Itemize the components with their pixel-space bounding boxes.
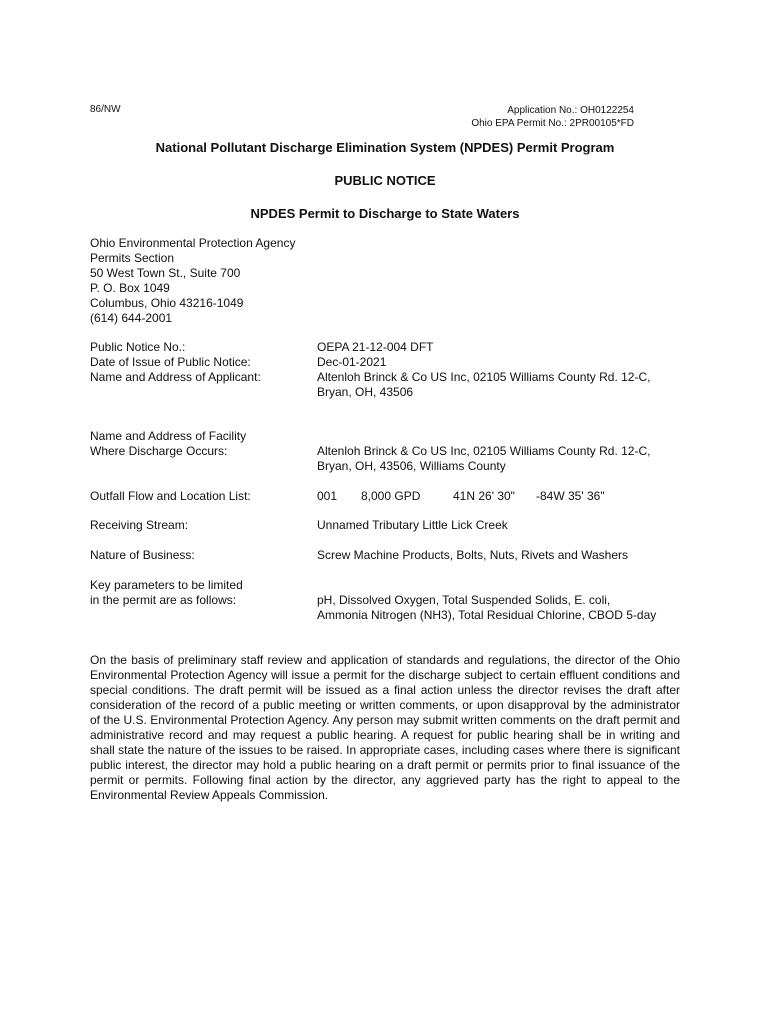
agency-city: Columbus, Ohio 43216-1049 [90,296,244,310]
applicant-address-line: Bryan, OH, 43506 [317,385,414,399]
agency-phone: (614) 644-2001 [90,311,173,325]
applicant-address [317,370,677,400]
parameters-label-line: in the permit are as follows: [90,593,237,607]
business-value: Screw Machine Products, Bolts, Nuts, Rivets and Washers [317,548,629,562]
document-code: 86/NW [90,104,121,115]
receiving-stream-label: Receiving Stream: [90,518,189,532]
agency-section: Permits Section [90,251,175,265]
notice-title: PUBLIC NOTICE [334,173,436,188]
application-number: Application No.: OH0122254 [507,105,634,116]
program-title: National Pollutant Discharge Elimination System (NPDES) Permit Program [155,140,615,155]
issue-date-value: Dec-01-2021 [317,355,387,369]
facility-label-line: Where Discharge Occurs: [90,444,228,458]
notice-number-value: OEPA 21-12-004 DFT [317,340,434,354]
notice-number-label: Public Notice No.: [90,340,186,354]
facility-address-line: Bryan, OH, 43506, Williams County [317,459,506,473]
outfall-flow: 8,000 GPD [361,489,421,503]
outfall-number: 001 [317,489,338,503]
issue-date-label: Date of Issue of Public Notice: [90,355,251,369]
facility-label-line: Name and Address of Facility [90,429,247,443]
facility-address [317,444,677,474]
body-paragraph: On the basis of preliminary staff review and application of standards and regulations, the director of the Ohio Environmental Protection Agency will issue a permit for the discharge subject to certain effluent conditions and special conditions. The draft permit will be issued as a final action unless the director revises the draft after consideration of the record of a public meeting or written comments, or upon disapproval by the administrator of the U.S. Environmental Protection Agency. Any person may submit written comments on the draft permit and administrative record and may request a public hearing. A request for public hearing shall be in writing and shall state the nature of the issues to be raised. In appropriate cases, including cases where there is significant public interest, the director may hold a public hearing on a draft permit or permits prior to final issuance of the permit or permits. Following final action by the director, any aggrieved party has the right to appeal to the Environmental Review Appeals Commission. [90,653,680,802]
outfall-longitude: -84W 35' 36" [536,489,605,503]
permit-title: NPDES Permit to Discharge to State Waters [250,206,520,221]
agency-name: Ohio Environmental Protection Agency [90,236,296,250]
facility-label [90,429,315,459]
facility-address-line: Altenloh Brinck & Co US Inc, 02105 Williams County Rd. 12-C, [317,444,651,458]
outfall-values [317,489,677,504]
applicant-label: Name and Address of Applicant: [90,370,261,384]
outfall-latitude: 41N 26' 30" [453,489,515,503]
permit-numbers [471,104,634,130]
business-label: Nature of Business: [90,548,195,562]
epa-permit-number: Ohio EPA Permit No.: 2PR00105*FD [471,118,634,129]
parameters-value [317,593,677,623]
outfall-label: Outfall Flow and Location List: [90,489,251,503]
parameters-label [90,578,315,608]
parameters-label-line: Key parameters to be limited [90,578,243,592]
parameters-value-line: Ammonia Nitrogen (NH3), Total Residual Chlorine, CBOD 5-day [317,608,657,622]
agency-po-box: P. O. Box 1049 [90,281,170,295]
parameters-value-line: pH, Dissolved Oxygen, Total Suspended Solids, E. coli, [317,593,611,607]
agency-street: 50 West Town St., Suite 700 [90,266,241,280]
receiving-stream-value: Unnamed Tributary Little Lick Creek [317,518,508,532]
applicant-address-line: Altenloh Brinck & Co US Inc, 02105 Williams County Rd. 12-C, [317,370,651,384]
agency-address [90,236,295,326]
